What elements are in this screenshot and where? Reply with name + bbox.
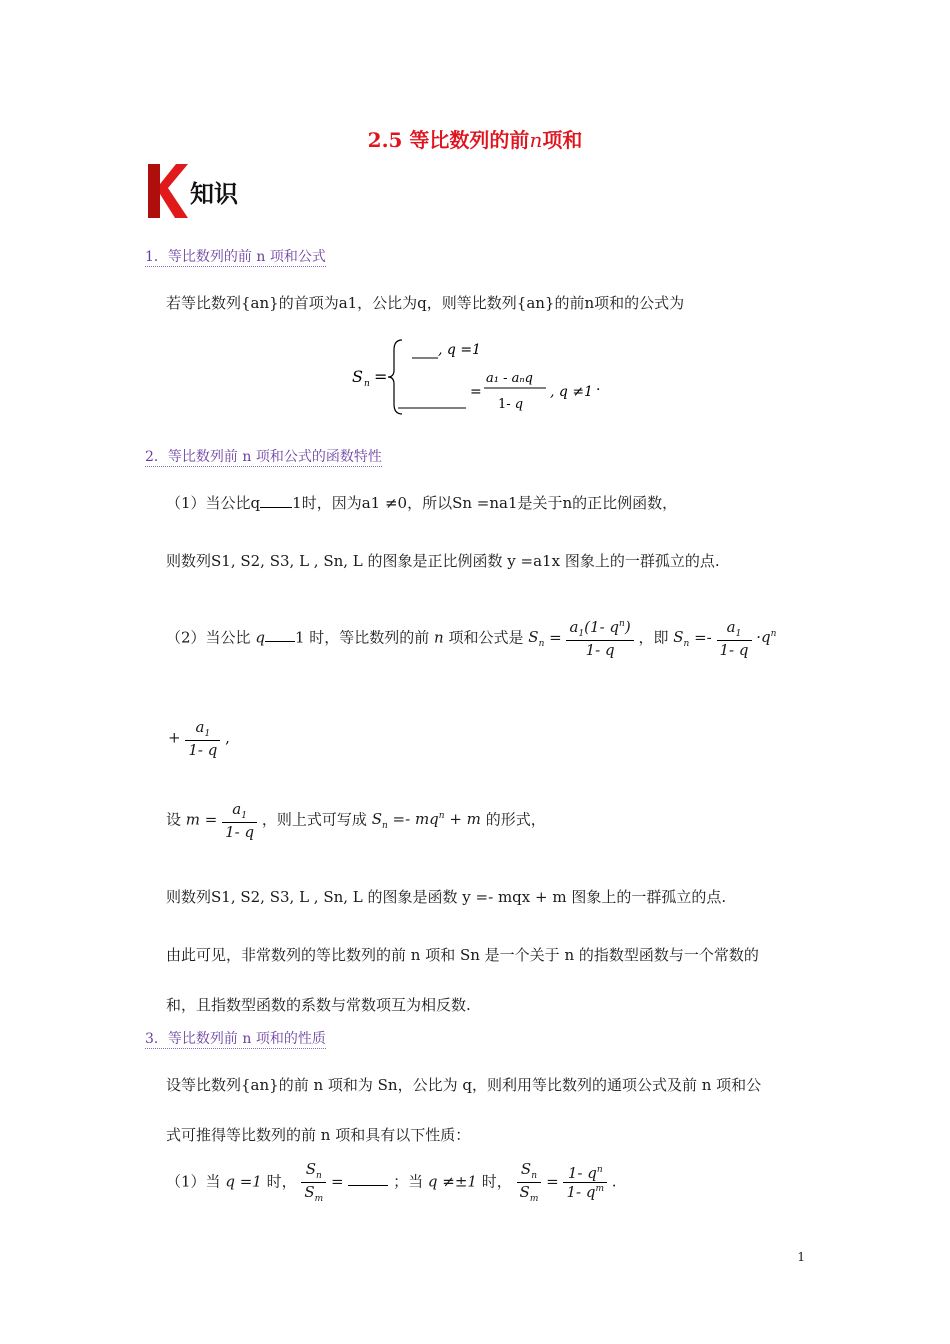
section-heading-3: 3．等比数列前 n 项和的性质 xyxy=(145,1028,326,1049)
k-logo-icon xyxy=(146,160,190,222)
paragraph-11: 式可推得等比数列的前 n 项和具有以下性质： xyxy=(166,1126,471,1144)
paragraph-10: 设等比数列{an}的前 n 项和为 Sn，公比为 q，则利用等比数列的通项公式及前 n 项和公 xyxy=(166,1076,762,1094)
paragraph-2 xyxy=(166,492,677,513)
knowledge-logo xyxy=(146,160,264,222)
page-title: 2.5 等比数列的前n项和 xyxy=(367,128,583,152)
p2-start: （1）当公比q xyxy=(166,494,261,512)
p12-start: （1）当 xyxy=(166,1172,221,1191)
section-heading-1: 1．等比数列的前 n 项和公式 xyxy=(145,246,326,267)
svg-text:a₁ - aₙq: a₁ - aₙq xyxy=(486,371,533,386)
logo-text: 知识 xyxy=(190,180,238,208)
svg-text:, q ≠1: , q ≠1 xyxy=(550,384,593,400)
svg-text:.: . xyxy=(596,378,601,394)
p6-middle: ，则上式可写成 xyxy=(261,810,367,829)
p4-ie: ，即 xyxy=(638,628,669,647)
paragraph-3: 则数列S1, S2, S3, L , Sn, L 的图象是正比例函数 y =a1x 图象上的一群孤立的点. xyxy=(166,552,720,570)
piecewise-formula xyxy=(348,336,608,418)
p12-else: ；当 xyxy=(393,1172,424,1191)
p4-start: （2）当公比 xyxy=(166,628,251,647)
p12-when: 时， xyxy=(266,1172,297,1191)
p6-end: 的形式， xyxy=(485,810,546,829)
formula-continuation: + $\frac{a_1}{1- q}$ , xyxy=(168,718,230,759)
paragraph-8: 由此可见，非常数列的等比数列的前 n 项和 Sn 是一个关于 n 的指数型函数与一个常数的 xyxy=(166,946,759,964)
paragraph-4: （2）当公比 q 1 时，等比数列的前 n 项和公式是 $S_n$ = $\frac{a_1(1- q^n)}{1- q}$ ，即 $S_n$ =- $\frac{a_1}{1- q}$ $\cdot q^n$ xyxy=(166,618,777,659)
paragraph-6: 设 m = $\frac{a_1}{1- q}$ ，则上式可写成 $S_n =- mq^n + m$ 的形式， xyxy=(166,800,546,841)
section-heading-2: 2．等比数列前 n 项和公式的函数特性 xyxy=(145,446,382,467)
svg-text:=: = xyxy=(470,384,482,400)
p4-middle: 时，等比数列的前 xyxy=(309,628,430,647)
formula-brace-icon xyxy=(348,336,608,418)
page-number: 1 xyxy=(797,1250,805,1264)
p2-end: 1时，因为a1 ≠0，所以Sn =na1是关于n的正比例函数， xyxy=(292,494,678,512)
paragraph-1: 若等比数列{an}的首项为a1，公比为q，则等比数列{an}的前n项和的公式为 xyxy=(166,294,685,312)
p12-when-2: 时， xyxy=(481,1172,512,1191)
svg-text:1- q: 1- q xyxy=(498,397,524,412)
svg-text:n: n xyxy=(364,379,370,389)
paragraph-9: 和，且指数型函数的系数与常数项互为相反数. xyxy=(166,996,471,1014)
svg-text:S: S xyxy=(352,367,363,386)
svg-text:=: = xyxy=(374,367,388,386)
p4-formula-intro: 项和公式是 xyxy=(448,628,524,647)
paragraph-12: （1）当 q =1 时， $\frac{S_n}{S_m}$ = ；当 q ≠±1 时， $\frac{S_n}{S_m}$ = $\frac{1- q^n}{1- q^m}$ . xyxy=(166,1160,617,1204)
svg-text:, q =1: , q =1 xyxy=(438,342,481,358)
p6-start: 设 xyxy=(166,810,182,829)
paragraph-7: 则数列S1, S2, S3, L , Sn, L 的图象是函数 y =- mqx + m 图象上的一群孤立的点. xyxy=(166,888,727,906)
